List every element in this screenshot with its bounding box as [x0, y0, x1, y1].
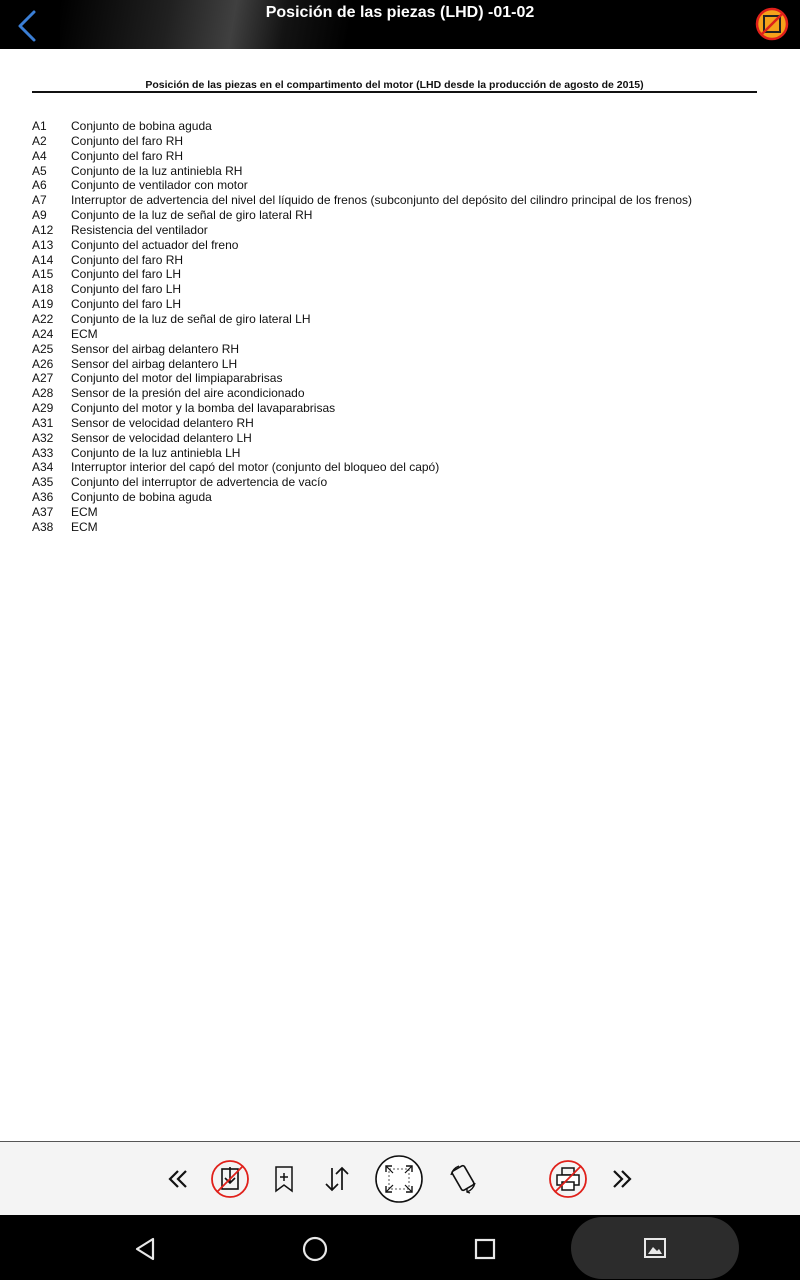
part-description: Interruptor interior del capó del motor (conjunto del bloqueo del capó) [71, 460, 440, 475]
part-row [32, 282, 772, 297]
part-code: A27 [32, 371, 54, 386]
part-code: A5 [32, 163, 47, 178]
part-description: Sensor del airbag delantero RH [71, 341, 240, 356]
part-code: A4 [32, 148, 47, 163]
print-disabled-button[interactable] [546, 1142, 590, 1216]
part-row [32, 520, 772, 535]
part-description: Conjunto del faro RH [71, 252, 184, 267]
part-description: Sensor del airbag delantero LH [71, 356, 238, 371]
part-row [32, 223, 772, 238]
part-row [32, 253, 772, 268]
part-code: A18 [32, 282, 54, 297]
part-description: Sensor de la presión del aire acondicionado [71, 386, 305, 401]
nav-recents-button[interactable] [463, 1227, 507, 1271]
part-code: A29 [32, 401, 54, 416]
download-disabled-icon [210, 1159, 250, 1199]
part-code: A32 [32, 430, 54, 445]
part-code: A33 [32, 445, 54, 460]
rotate-device-icon [445, 1161, 481, 1197]
part-description: Conjunto del faro LH [71, 297, 182, 312]
part-description: Conjunto del faro LH [71, 282, 182, 297]
part-description: Resistencia del ventilador [71, 222, 208, 237]
part-row [32, 475, 772, 490]
part-code: A37 [32, 504, 54, 519]
part-row [32, 327, 772, 342]
part-code: A36 [32, 490, 54, 505]
part-description: Sensor de velocidad delantero RH [71, 415, 254, 430]
part-row [32, 149, 772, 164]
heading-divider [32, 91, 757, 93]
page-title: Posición de las piezas (LHD) -01-02 [265, 4, 535, 21]
part-row [32, 371, 772, 386]
save-disabled-button[interactable] [208, 1142, 252, 1216]
square-recents-icon [473, 1237, 497, 1261]
part-description: Conjunto de ventilador con motor [71, 178, 248, 193]
part-row [32, 238, 772, 253]
part-code: A1 [32, 119, 47, 133]
part-row [32, 431, 772, 446]
part-code: A26 [32, 356, 54, 371]
nav-back-button[interactable] [124, 1227, 168, 1271]
part-description: Conjunto de bobina aguda [71, 490, 212, 505]
disabled-edit-button[interactable] [754, 6, 790, 42]
part-row [32, 342, 772, 357]
triangle-back-icon [133, 1236, 159, 1262]
part-row [32, 357, 772, 372]
part-code: A7 [32, 193, 47, 208]
part-description: ECM [71, 519, 98, 534]
part-row [32, 446, 772, 461]
part-row [32, 119, 772, 134]
bottom-toolbar [0, 1141, 800, 1215]
add-bookmark-button[interactable] [264, 1142, 304, 1216]
top-app-bar [0, 0, 800, 49]
part-row [32, 416, 772, 431]
part-code: A34 [32, 460, 54, 475]
image-icon [643, 1237, 667, 1259]
scroll-direction-button[interactable] [316, 1142, 358, 1216]
part-code: A28 [32, 386, 54, 401]
fit-to-screen-button[interactable] [372, 1142, 426, 1216]
part-description: Conjunto del actuador del freno [71, 237, 239, 252]
double-chevron-right-icon [610, 1167, 634, 1191]
part-row [32, 178, 772, 193]
part-row [32, 164, 772, 179]
part-code: A14 [32, 252, 54, 267]
part-row [32, 401, 772, 416]
part-code: A24 [32, 326, 54, 341]
part-code: A38 [32, 519, 54, 534]
document-heading: Posición de las piezas en el compartimento del motor (LHD desde la producción de agosto de 2015) [145, 79, 644, 91]
system-navigation-bar [0, 1215, 800, 1280]
parts-list [32, 119, 772, 535]
part-description: Conjunto del faro RH [71, 148, 184, 163]
part-code: A25 [32, 341, 54, 356]
document-page[interactable] [0, 49, 800, 1141]
part-row [32, 208, 772, 223]
part-description: Conjunto de la luz de señal de giro lateral RH [71, 208, 313, 223]
part-description: ECM [71, 504, 98, 519]
first-page-button[interactable] [158, 1142, 198, 1216]
part-description: Conjunto de la luz antiniebla LH [71, 445, 241, 460]
screenshot-pill[interactable] [571, 1217, 739, 1279]
circle-home-icon [301, 1235, 329, 1263]
edit-disabled-icon [754, 6, 790, 42]
part-code: A9 [32, 208, 47, 223]
part-code: A19 [32, 297, 54, 312]
part-row [32, 460, 772, 475]
part-row [32, 193, 772, 208]
expand-icon [374, 1154, 424, 1204]
last-page-button[interactable] [602, 1142, 642, 1216]
part-description: Conjunto de la luz de señal de giro lateral LH [71, 311, 311, 326]
part-description: Conjunto del motor del limpiaparabrisas [71, 371, 283, 386]
nav-home-button[interactable] [293, 1227, 337, 1271]
part-description: Conjunto del faro LH [71, 267, 182, 282]
part-description: Conjunto de la luz antiniebla RH [71, 163, 243, 178]
part-code: A35 [32, 475, 54, 490]
part-row [32, 312, 772, 327]
part-row [32, 386, 772, 401]
part-row [32, 505, 772, 520]
part-code: A22 [32, 311, 54, 326]
printer-disabled-icon [548, 1159, 588, 1199]
bookmark-plus-icon [272, 1165, 296, 1193]
part-description: Conjunto del faro RH [71, 133, 184, 148]
part-code: A12 [32, 222, 54, 237]
part-description: Sensor de velocidad delantero LH [71, 430, 252, 445]
part-code: A15 [32, 267, 54, 282]
part-code: A31 [32, 415, 54, 430]
part-row [32, 134, 772, 149]
part-row [32, 267, 772, 282]
part-description: Interruptor de advertencia del nivel del líquido de frenos (subconjunto del depósito del cilindro principal de los frenos) [71, 193, 693, 208]
part-row [32, 297, 772, 312]
part-code: A2 [32, 133, 47, 148]
part-row [32, 490, 772, 505]
part-description: Conjunto de bobina aguda [71, 119, 212, 133]
part-description: Conjunto del motor y la bomba del lavaparabrisas [71, 401, 336, 416]
rotate-button[interactable] [440, 1142, 486, 1216]
part-description: Conjunto del interruptor de advertencia de vacío [71, 475, 328, 490]
double-chevron-left-icon [166, 1167, 190, 1191]
part-description: ECM [71, 326, 98, 341]
part-code: A13 [32, 237, 54, 252]
sort-arrows-icon [322, 1165, 352, 1193]
part-code: A6 [32, 178, 47, 193]
